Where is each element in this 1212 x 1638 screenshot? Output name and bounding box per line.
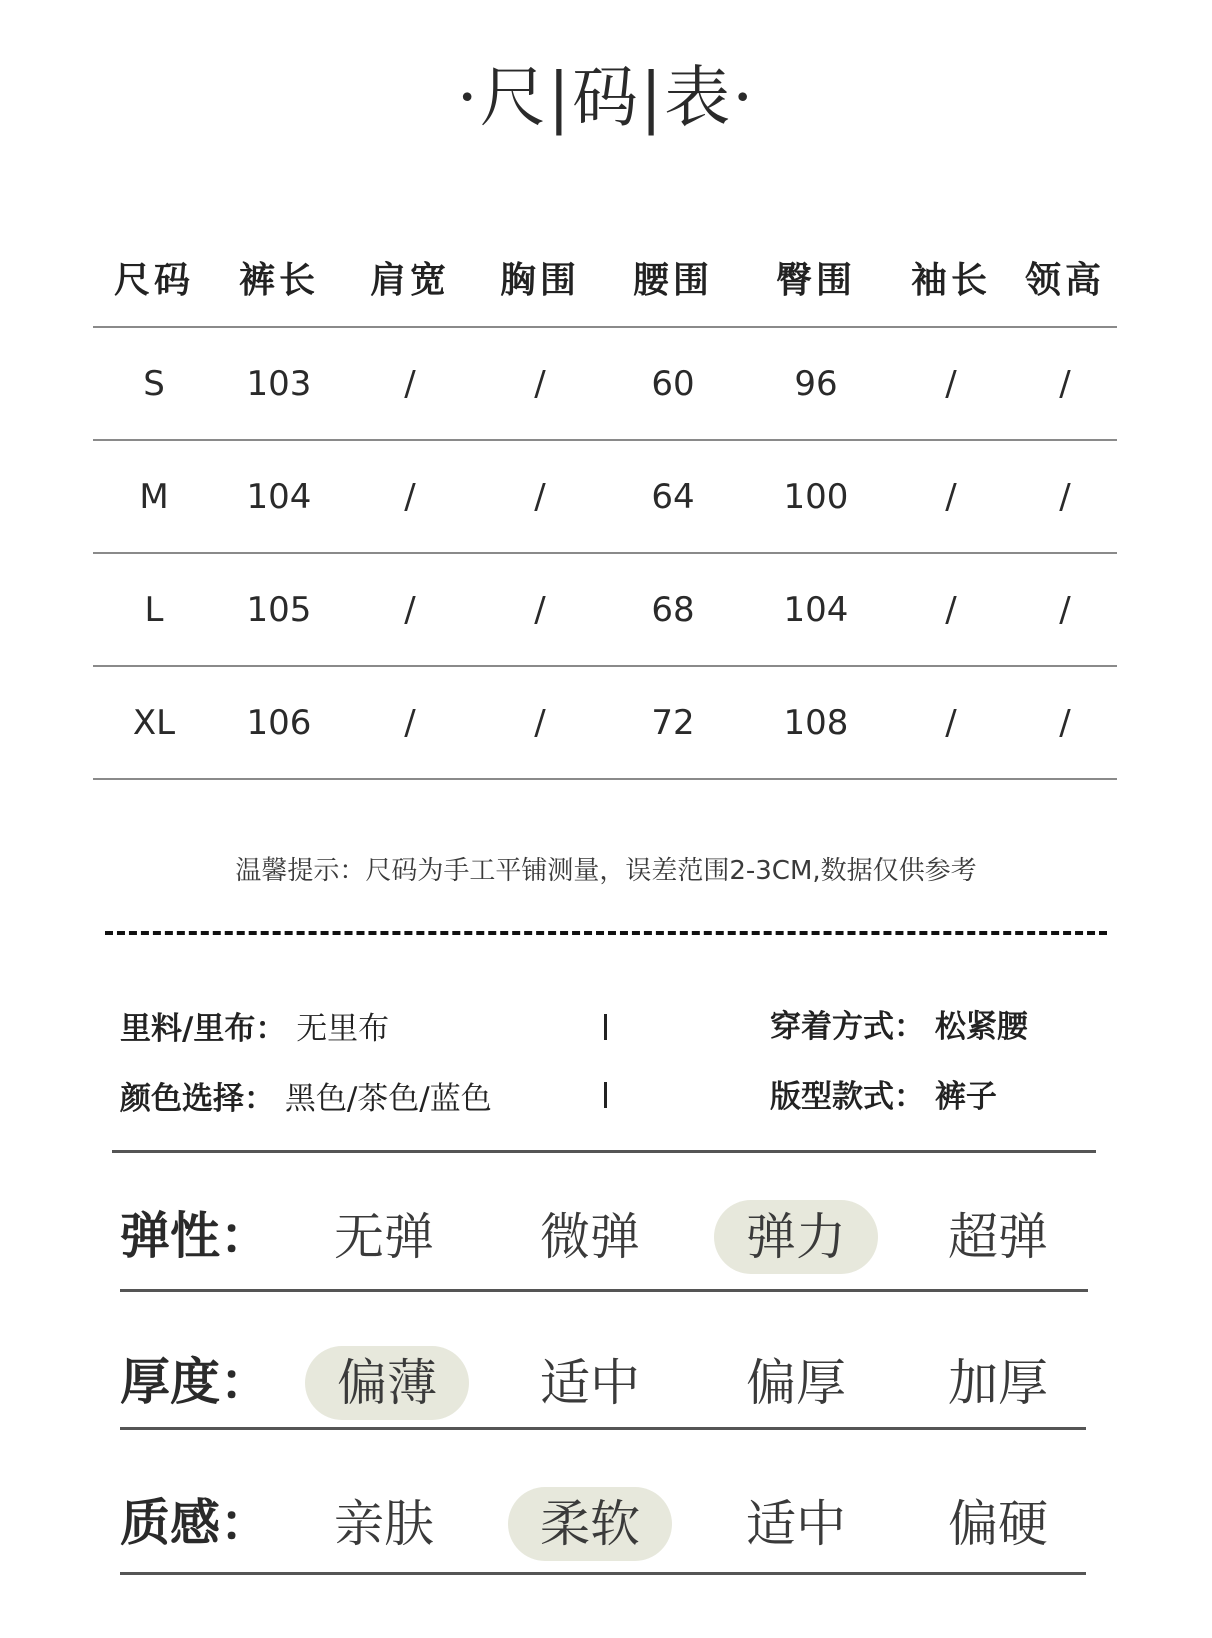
row-divider [120,1572,1086,1575]
table-cell: / [404,589,416,630]
header-waist: 腰围 [632,259,713,301]
style-info [770,1071,997,1116]
table-cell: 100 [783,476,849,517]
table-cell: 104 [783,589,849,630]
elasticity-option: 超弹 [948,1208,1048,1266]
table-cell: / [1059,476,1071,517]
size-table-header [93,228,1117,328]
table-cell: 105 [246,589,312,630]
thickness-label: 厚度： [120,1353,270,1411]
table-cell: / [534,702,546,743]
row-divider [120,1289,1088,1292]
table-cell: / [404,363,416,404]
header-sleeve: 袖长 [910,259,991,301]
style-value: 裤子 [934,1079,997,1115]
table-cell: 72 [651,702,695,743]
color-label: 颜色选择： [120,1081,275,1117]
table-cell: L [144,589,164,630]
table-cell: / [945,363,957,404]
lining-label: 里料/里布： [120,1011,287,1047]
texture-option: 亲肤 [334,1495,434,1553]
thickness-option: 偏厚 [746,1354,846,1412]
table-cell: / [1059,363,1071,404]
elasticity-option: 微弹 [540,1208,640,1266]
texture-option: 偏硬 [948,1495,1048,1553]
table-cell: / [1059,702,1071,743]
header-hip: 臀围 [775,259,856,301]
texture-option: 适中 [746,1495,846,1553]
table-cell: / [534,363,546,404]
elasticity-option-selected: 弹力 [714,1200,878,1274]
thickness-option: 加厚 [948,1354,1048,1412]
thickness-option-selected: 偏薄 [305,1346,469,1420]
elasticity-option: 无弹 [334,1208,434,1266]
lining-info [120,1003,389,1048]
table-row [93,441,1117,554]
info-separator [604,1082,607,1108]
table-cell: 68 [651,589,695,630]
wear-value: 松紧腰 [934,1009,1028,1045]
elasticity-label: 弹性： [120,1207,270,1265]
page-title: ·尺|码|表· [456,59,756,136]
texture-option-selected: 柔软 [508,1487,672,1561]
wear-info [770,1001,1028,1046]
header-pants-length: 裤长 [238,259,319,301]
table-cell: 60 [651,363,695,404]
table-row [93,328,1117,441]
table-cell: / [945,589,957,630]
header-size: 尺码 [113,259,194,301]
table-row [93,554,1117,667]
elasticity-row [120,1196,1090,1276]
wear-label: 穿着方式： [770,1009,925,1045]
table-cell: 108 [783,702,849,743]
section-divider [112,1150,1096,1153]
table-cell: 103 [246,363,312,404]
table-cell: / [534,476,546,517]
size-table [93,228,1117,780]
table-cell: / [1059,589,1071,630]
measurement-note: 温馨提示：尺码为手工平铺测量，误差范围2-3CM,数据仅供参考 [235,856,977,886]
table-cell: M [139,476,169,517]
table-cell: / [534,589,546,630]
header-shoulder: 肩宽 [369,259,450,301]
thickness-option: 适中 [540,1354,640,1412]
table-cell: S [143,363,165,404]
thickness-row [120,1342,1090,1422]
table-cell: 104 [246,476,312,517]
table-cell: 96 [794,363,838,404]
header-chest: 胸围 [499,259,580,301]
row-divider [120,1427,1086,1430]
table-cell: / [945,702,957,743]
table-cell: 64 [651,476,695,517]
color-value: 黑色/茶色/蓝色 [284,1081,492,1117]
table-cell: XL [132,702,176,743]
table-cell: / [404,476,416,517]
style-label: 版型款式： [770,1079,925,1115]
table-cell: 106 [246,702,312,743]
lining-value: 无里布 [296,1011,390,1047]
table-cell: / [945,476,957,517]
texture-label: 质感： [120,1494,270,1552]
info-separator [604,1014,607,1040]
table-row [93,667,1117,780]
texture-row [120,1483,1090,1563]
color-info [120,1073,492,1118]
header-collar: 领高 [1024,259,1105,301]
dashed-divider [105,931,1107,935]
table-cell: / [404,702,416,743]
